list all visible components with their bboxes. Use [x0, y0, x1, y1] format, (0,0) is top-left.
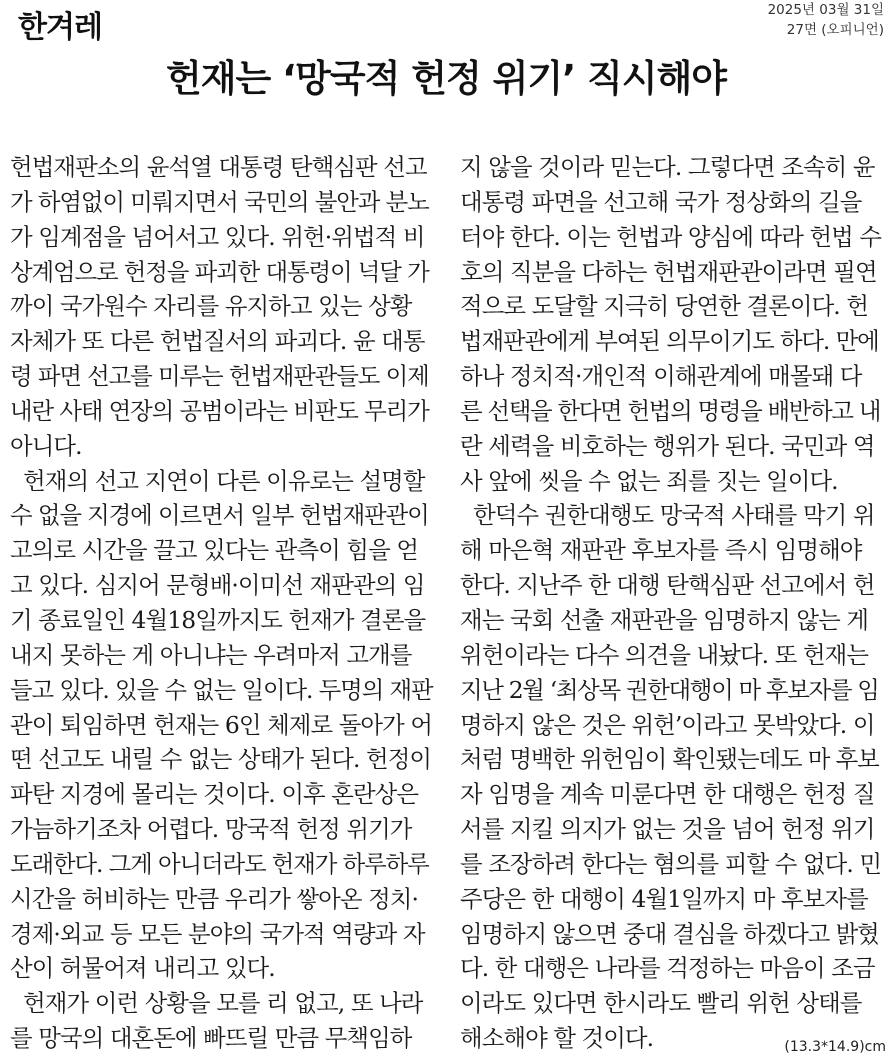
article-line: 위헌이라는 다수 의견을 내놨다. 또 헌재는: [460, 640, 869, 669]
article-line: 도래한다. 그게 아니더라도 헌재가 하루하루: [10, 849, 429, 878]
article-line: 해소해야 할 것이다.: [460, 1024, 654, 1053]
article-line: 하나 정치적·개인적 이해관계에 매몰돼 다: [460, 362, 862, 391]
publication-meta: [768, 0, 884, 40]
article-line: 까이 국가원수 자리를 유지하고 있는 상황: [10, 292, 412, 321]
article-line: 법재판관에게 부여된 의무이기도 하다. 만에: [460, 327, 879, 356]
article-line: 내란 사태 연장의 공범이라는 비판도 무리가: [10, 396, 429, 425]
article-line: 명하지 않은 것은 위헌’이라고 못박았다. 이: [460, 710, 875, 739]
article-line: 주당은 한 대행이 4월1일까지 마 후보자를: [460, 884, 868, 913]
article-line: 고 있다. 심지어 문형배·이미선 재판관의 임: [10, 571, 425, 600]
article-line: 헌재의 선고 지연이 다른 이유로는 설명할: [10, 466, 425, 495]
article-line: 를 망국의 대혼돈에 빠뜨릴 만큼 무책임하: [10, 1024, 412, 1053]
article-line: 지 않을 것이라 믿는다. 그렇다면 조속히 윤: [460, 153, 875, 181]
article-line: 가늠하기조차 어렵다. 망국적 헌정 위기가: [10, 815, 412, 844]
article-line: 기 종료일인 4월18일까지도 헌재가 결론을: [10, 605, 426, 634]
article-line: 경제·외교 등 모든 분야의 국가적 역량과 자: [10, 919, 425, 948]
article-line: 헌법재판소의 윤석열 대통령 탄핵심판 선고: [10, 153, 427, 181]
article-line: 처럼 명백한 위헌임이 확인됐는데도 마 후보: [460, 745, 879, 774]
article-line: 헌재가 이런 상황을 모를 리 없고, 또 나라: [10, 989, 423, 1018]
article-line: 른 선택을 한다면 헌법의 명령을 배반하고 내: [460, 396, 881, 425]
article-line: 다. 한 대행은 나라를 걱정하는 마음이 조금: [460, 954, 875, 983]
article-line: 령 파면 선고를 미루는 헌법재판관들도 이제: [10, 362, 429, 391]
article-line: 적으로 도달할 지극히 당연한 결론이다. 헌: [460, 292, 869, 321]
article-line: 대통령 파면을 선고해 국가 정상화의 길을: [460, 187, 862, 216]
article-line: 해 마은혁 재판관 후보자를 즉시 임명해야: [460, 536, 862, 565]
article-line: 자체가 또 다른 헌법질서의 파괴다. 윤 대통: [10, 327, 425, 356]
article-line: 관이 퇴임하면 헌재는 6인 체제로 돌아가 어: [10, 710, 433, 739]
article-line: 한덕수 권한대행도 망국적 사태를 막기 위: [460, 501, 875, 530]
article-line: 이라도 있다면 한시라도 빨리 위헌 상태를: [460, 989, 862, 1018]
publication-date: 2025년 03월 31일: [767, 2, 884, 18]
article-line: 서를 지킬 의지가 없는 것을 넘어 헌정 위기: [460, 815, 875, 844]
article-line: 가 임계점을 넘어서고 있다. 위헌·위법적 비: [10, 222, 425, 251]
article-column-left: [10, 150, 432, 1056]
article-line: 지난 2월 ‘최상목 권한대행이 마 후보자를 임: [460, 675, 879, 704]
article-line: 아니다.: [10, 431, 82, 460]
article-line: 자 임명을 계속 미룬다면 한 대행은 헌정 질: [460, 780, 875, 809]
article-headline: 헌재는 ‘망국적 헌정 위기’ 직시해야: [165, 57, 727, 100]
article-line: 터야 한다. 이는 헌법과 양심에 따라 헌법 수: [460, 222, 882, 251]
article-size-note: (13.3*14.9)cm: [784, 1039, 886, 1055]
article-line: 고의로 시간을 끌고 있다는 관측이 힘을 얻: [10, 536, 419, 565]
article-line: 재는 국회 선출 재판관을 임명하지 않는 게: [460, 605, 869, 634]
article-column-right: [460, 150, 882, 1056]
article-line: 파탄 지경에 몰리는 것이다. 이후 혼란상은: [10, 780, 419, 809]
article-line: 한다. 지난주 한 대행 탄핵심판 선고에서 헌: [460, 571, 875, 600]
article-line: 들고 있다. 있을 수 없는 일이다. 두명의 재판: [10, 675, 433, 704]
article-line: 수 없을 지경에 이르면서 일부 헌법재판관이: [10, 501, 429, 530]
article-line: 를 조장하려 한다는 혐의를 피할 수 없다. 민: [460, 849, 882, 878]
article-line: 내지 못하는 게 아니냐는 우려마저 고개를: [10, 640, 412, 669]
article-line: 떤 선고도 내릴 수 없는 상태가 된다. 헌정이: [10, 745, 432, 774]
article-line: 호의 직분을 다하는 헌법재판관이라면 필연: [460, 257, 877, 286]
article-line: 란 세력을 비호하는 행위가 된다. 국민과 역: [460, 431, 875, 460]
article-line: 가 하염없이 미뤄지면서 국민의 불안과 분노: [10, 187, 429, 216]
newspaper-logo: 한겨레: [18, 10, 102, 45]
article-line: 시간을 허비하는 만큼 우리가 쌓아온 정치·: [10, 884, 419, 913]
article-line: 사 앞에 씻을 수 없는 죄를 짓는 일이다.: [460, 466, 838, 495]
page-section: 27면 (오피니언): [786, 22, 884, 38]
article-line: 산이 허물어져 내리고 있다.: [10, 954, 275, 983]
article-line: 임명하지 않으면 중대 결심을 하겠다고 밝혔: [460, 919, 879, 948]
article-line: 상계엄으로 헌정을 파괴한 대통령이 넉달 가: [10, 257, 429, 286]
